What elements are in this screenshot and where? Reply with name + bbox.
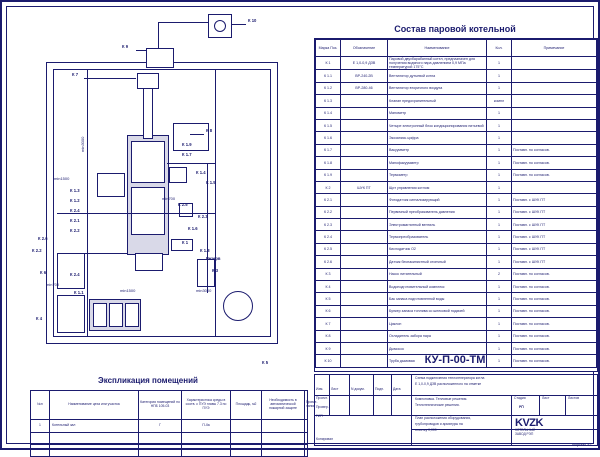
spec-cell-designation: ШУК ПТ <box>341 181 388 193</box>
spec-cell-mark: К 2.1 <box>316 194 341 206</box>
table-row <box>316 95 597 107</box>
spec-cell-designation <box>341 206 388 218</box>
spec-header-qty: Кол. <box>487 40 512 57</box>
expl-cell-category: Г <box>139 420 182 433</box>
spec-cell-mark: К 9 <box>316 342 341 354</box>
list-item <box>31 445 308 457</box>
stamp-title-7: отметку 0,000 <box>415 428 437 432</box>
table-row <box>316 330 597 342</box>
spec-cell-note: Поставл. по согласов. <box>512 144 597 156</box>
spec-cell-mark: К 3 <box>316 268 341 280</box>
spec-cell-designation <box>341 305 388 317</box>
title-block <box>314 374 598 446</box>
spec-cell-qty: 1 <box>487 243 512 255</box>
spec-cell-qty: 1 <box>487 169 512 181</box>
spec-cell-designation <box>341 107 388 119</box>
callout-k6: К 6 <box>40 270 47 275</box>
spec-cell-mark: К 2.6 <box>316 256 341 268</box>
stamp-field-stage: Стадия <box>514 396 526 400</box>
spec-cell-note <box>512 119 597 131</box>
callout-k9: К 9 <box>122 44 129 49</box>
spec-cell-name: Термопреобразователь <box>388 231 487 243</box>
spec-cell-mark: К 1.5 <box>316 119 341 131</box>
spec-cell-designation <box>341 144 388 156</box>
callout-k1-8: К 1.8 <box>200 248 210 253</box>
spec-cell-name: Датчик беснакипистный отопчный <box>388 256 487 268</box>
spec-cell-name: Щит управления котлом <box>388 181 487 193</box>
callout-k7: К 7 <box>72 72 79 77</box>
spec-cell-designation <box>341 132 388 144</box>
callout-k1-4: К 1.4 <box>196 170 206 175</box>
callout-k1-1: К 1.1 <box>74 290 84 295</box>
stamp-title-4: Теплотехнические решения. <box>415 403 460 407</box>
stamp-field-sheet: Лист <box>542 396 550 400</box>
spec-cell-note: Поставл. с ШУК ПТ <box>512 219 597 231</box>
dim-min3000-bottom: min3000 <box>196 288 212 293</box>
dim-min700-right: min700 <box>162 196 176 201</box>
stamp-title-3: Компоновка. Тепловые решения. <box>415 397 468 401</box>
table-row <box>316 219 597 231</box>
spec-cell-name: Паровой двухбарабанный котел, предназначен для получения водяного пара давлением 0,9 МПа температурой 175°С <box>388 57 487 70</box>
spec-cell-designation: Е 1,0-0,9 ДЗВ <box>341 57 388 70</box>
spec-cell-name: Бак запаса подготовленной воды <box>388 293 487 305</box>
spec-cell-qty: 1 <box>487 82 512 94</box>
explication-table-body <box>31 420 308 457</box>
stamp-role-kopiroval: Копировал <box>316 437 333 441</box>
valve-block-a <box>169 167 187 183</box>
callout-k10-leader <box>232 24 246 25</box>
expl-header-environment: Характеристика среды в соотв. с ПУЭ главы 7.3 по ПУЭ <box>182 391 231 420</box>
stamp-col-izm: Изм. <box>316 387 324 391</box>
spec-cell-mark: К 8 <box>316 330 341 342</box>
spec-cell-name: Манофакуумметр <box>388 157 487 169</box>
spec-header-name: Наименование <box>388 40 487 57</box>
expl-cell-name: Котельный зал <box>50 420 139 433</box>
explication-title: Экспликация помещений <box>98 376 198 385</box>
spec-cell-mark: К 1.9 <box>316 169 341 181</box>
pump-unit-2 <box>109 303 123 327</box>
expl-cell-empty <box>31 433 50 445</box>
table-row <box>316 206 597 218</box>
spec-cell-mark: К 10 <box>316 355 341 367</box>
callout-k2-4: К 2.4 <box>70 208 80 213</box>
expl-cell-empty <box>182 433 231 445</box>
expl-header-category: Категория помещений по НПБ 105-03 <box>139 391 182 420</box>
spec-cell-name: Циклон <box>388 318 487 330</box>
expl-cell-empty <box>231 433 262 445</box>
explication-table <box>30 390 318 444</box>
boiler-lower-drum <box>131 187 165 235</box>
spec-header-mark: Марка Поз. <box>316 40 341 57</box>
spec-cell-note: Поставл. с ШУК ПТ <box>512 231 597 243</box>
spec-cell-designation <box>341 119 388 131</box>
table-row <box>316 231 597 243</box>
expl-header-area: Площадь, м2 <box>231 391 262 420</box>
dim-min700-left: min700 <box>46 282 60 287</box>
spec-cell-note: Поставл. с ШУК ПТ <box>512 256 597 268</box>
spec-cell-mark: К 4 <box>316 281 341 293</box>
spec-cell-qty: 1 <box>487 219 512 231</box>
boiler-base <box>135 253 163 271</box>
spec-cell-qty: 1 <box>487 194 512 206</box>
company-sub-2: ЗАВОД РЭП <box>515 431 534 436</box>
spec-cell-qty: 1 <box>487 157 512 169</box>
stamp-col-data: Дата <box>393 387 401 391</box>
spec-cell-name: Манометр <box>388 107 487 119</box>
spec-cell-name: Труба дымовая <box>388 355 487 367</box>
table-row <box>316 342 597 354</box>
spec-cell-note <box>512 107 597 119</box>
fuel-bunker-k6 <box>57 253 85 289</box>
spec-cell-name: Фотодатчик сигнализирующий <box>388 194 487 206</box>
spec-cell-qty: 1 <box>487 281 512 293</box>
spec-cell-qty: 1 <box>487 231 512 243</box>
callout-k1-3: К 1.3 <box>70 188 80 193</box>
table-row <box>316 119 597 131</box>
spec-cell-qty: 2 <box>487 268 512 280</box>
stamp-col-list: Лист <box>331 387 339 391</box>
stamp-col-podp: Подп. <box>375 387 385 391</box>
company-name: KVZK <box>515 417 543 429</box>
spec-cell-note: Поставл. по согласов. <box>512 157 597 169</box>
expl-header-note: Приме-чание <box>305 391 308 420</box>
boiler-room-plan <box>46 62 278 344</box>
stamp-role-gip: ГИП <box>316 414 323 418</box>
callout-k2-4b: К 2.4 <box>70 272 80 277</box>
spec-cell-designation <box>341 268 388 280</box>
pipe-run-horizontal-2 <box>167 163 215 164</box>
table-row <box>316 107 597 119</box>
stamp-title-6: трубопроводов и арматуры на <box>415 422 463 426</box>
callout-k1-9: К 1.9 <box>182 142 192 147</box>
spec-cell-note: Поставл. с ШУК ПТ <box>512 243 597 255</box>
expl-cell-fire <box>262 420 305 433</box>
stamp-title-1: Схема подключения теплогенератора котла <box>415 376 485 380</box>
table-row <box>316 157 597 169</box>
spec-cell-designation: ВР-240-2В <box>341 70 388 82</box>
spec-cell-name: Бункер запаса топлива со шнековой подачей <box>388 305 487 317</box>
pump-unit-3 <box>125 303 139 327</box>
stamp-title-2: Е 1,0-0,9 ДЗВ расположенного на отметке <box>415 382 482 386</box>
expl-cell-empty <box>50 445 139 457</box>
spec-cell-qty: 1 <box>487 119 512 131</box>
spec-cell-mark: К 1.4 <box>316 107 341 119</box>
spec-cell-qty: 1 <box>487 57 512 70</box>
callout-k9-leader <box>136 50 146 51</box>
spec-cell-qty: 1 <box>487 256 512 268</box>
spec-cell-designation: ВР-280-46 <box>341 82 388 94</box>
callout-k5: К 5 <box>262 360 269 365</box>
spec-cell-note: Поставл. по согласов. <box>512 268 597 280</box>
spec-table-body <box>316 57 597 368</box>
spec-cell-name: Электромагнитный вентиль <box>388 219 487 231</box>
table-row <box>316 144 597 156</box>
spec-cell-name: Первичный преобразователь давления <box>388 206 487 218</box>
spec-cell-designation <box>341 293 388 305</box>
chimney-k10 <box>214 20 226 32</box>
dim-min3000-left: min3000 <box>80 136 85 152</box>
spec-cell-mark: К 1.3 <box>316 95 341 107</box>
callout-k10: К 10 <box>248 18 257 23</box>
spec-cell-mark: К 2.4 <box>316 231 341 243</box>
callout-k2-6: К 2.6 <box>38 236 48 241</box>
spec-cell-designation <box>341 243 388 255</box>
spec-cell-designation <box>341 157 388 169</box>
spec-cell-designation <box>341 256 388 268</box>
spec-cell-note: Поставл. с ШУК ПТ <box>512 206 597 218</box>
spec-cell-mark: К 2.5 <box>316 243 341 255</box>
stamp-title-5: План расположения оборудования, <box>415 416 471 420</box>
cyclone-k7 <box>137 73 159 89</box>
water-treatment-k4 <box>57 295 85 333</box>
sheet-format-label: Формат А1 <box>571 442 592 447</box>
callout-k2-5: К 2.5 <box>178 202 188 207</box>
spec-cell-mark: К 5 <box>316 293 341 305</box>
callout-reserve: Резерв <box>206 256 221 261</box>
stamp-col-ndocum: N докум. <box>351 387 365 391</box>
partition-wall-left <box>87 69 88 337</box>
expl-cell-empty <box>50 433 139 445</box>
spec-cell-name: Охладитель забора пара <box>388 330 487 342</box>
expl-cell-empty <box>305 433 308 445</box>
spec-header-designation: Обозначение <box>341 40 388 57</box>
spec-cell-mark: К 1.2 <box>316 82 341 94</box>
spec-cell-qty: 1 <box>487 206 512 218</box>
spec-cell-note <box>512 132 597 144</box>
expl-cell-empty <box>305 445 308 457</box>
spec-cell-note: Поставл. по согласов. <box>512 330 597 342</box>
expl-cell-empty <box>182 445 231 457</box>
spec-table <box>314 38 598 372</box>
table-row <box>316 281 597 293</box>
drawing-code: КУ-П-00-ТМ <box>424 354 486 366</box>
expl-cell-area <box>231 420 262 433</box>
table-row <box>316 318 597 330</box>
spec-cell-name: Водоподготовительный комплекс <box>388 281 487 293</box>
table-row <box>316 256 597 268</box>
spec-cell-name: Термометр <box>388 169 487 181</box>
spec-cell-designation <box>341 194 388 206</box>
spec-cell-designation <box>341 231 388 243</box>
stamp-role-prover: Провер. <box>316 405 329 409</box>
spec-cell-qty: 1 <box>487 318 512 330</box>
plan-drawing <box>10 10 310 370</box>
table-row <box>316 57 597 70</box>
expl-header-name: Наименование цеха или участка <box>50 391 139 420</box>
spec-cell-note <box>512 82 597 94</box>
feed-pump-k3 <box>197 259 215 287</box>
spec-cell-qty: 1 <box>487 107 512 119</box>
spec-cell-qty: компл <box>487 95 512 107</box>
spec-header-note: Примечание <box>512 40 597 57</box>
expl-cell-empty <box>262 445 305 457</box>
spec-cell-qty: 1 <box>487 144 512 156</box>
callout-k1-2: К 1.2 <box>70 198 80 203</box>
table-row <box>316 305 597 317</box>
spec-cell-name: Кислодатчик О2 <box>388 243 487 255</box>
expl-cell-empty <box>139 445 182 457</box>
spec-cell-note: Поставл. по согласов. <box>512 355 597 367</box>
spec-cell-note: Поставл. по согласов. <box>512 169 597 181</box>
company-sub-1: КОТЕЛЬНЫЙ <box>515 428 535 432</box>
callout-k1-7: К 1.7 <box>182 152 192 157</box>
callout-k4: К 4 <box>36 316 43 321</box>
spec-cell-name: Четыре электронный блок кондиционирования питьевой <box>388 119 487 131</box>
spec-cell-mark: К 1.7 <box>316 144 341 156</box>
table-row <box>316 268 597 280</box>
table-row <box>316 293 597 305</box>
pump-unit-1 <box>93 303 107 327</box>
spec-cell-name: Экозапись цифра <box>388 132 487 144</box>
callout-k1-5: К 1.5 <box>206 180 216 185</box>
spec-cell-qty: 1 <box>487 342 512 354</box>
list-item <box>31 433 308 445</box>
spec-cell-note <box>512 70 597 82</box>
expl-cell-n: 1 <box>31 420 50 433</box>
spec-cell-designation <box>341 95 388 107</box>
expl-header-fire: Необходимость в автоматической пожарной защите <box>262 391 305 420</box>
spec-cell-note: Поставл. по согласов. <box>512 293 597 305</box>
spec-cell-qty: 1 <box>487 305 512 317</box>
spec-cell-mark: К 6 <box>316 305 341 317</box>
expl-header-n: №п <box>31 391 50 420</box>
company-logo <box>515 417 593 441</box>
control-panel-k2 <box>97 173 125 197</box>
boiler-upper-drum <box>131 141 165 183</box>
spec-cell-note: Поставл. с ШУК ПТ <box>512 194 597 206</box>
pipe-run-horizontal-1 <box>57 213 215 214</box>
table-row <box>316 70 597 82</box>
spec-cell-name: Клапан предохранительный <box>388 95 487 107</box>
spec-cell-name: Насос питательный <box>388 268 487 280</box>
spec-cell-mark: К 1.6 <box>316 132 341 144</box>
spec-cell-qty: 1 <box>487 181 512 193</box>
callout-k7-leader <box>84 78 136 79</box>
stamp-stage-value: РП <box>519 405 524 409</box>
expl-cell-environment: П-IIа <box>182 420 231 433</box>
callout-k8: К 8 <box>206 128 213 133</box>
stamp-field-sheets: Листов <box>568 396 580 400</box>
table-row <box>316 181 597 193</box>
spec-cell-mark: К 1.1 <box>316 70 341 82</box>
callout-k2-2: К 2.2 <box>70 228 80 233</box>
spec-cell-note <box>512 95 597 107</box>
table-row <box>316 132 597 144</box>
spec-cell-note: Поставл. по согласов. <box>512 281 597 293</box>
spec-cell-note: Поставл. по согласов. <box>512 318 597 330</box>
spec-table-title: Состав паровой котельной <box>394 24 516 34</box>
spec-cell-qty: 1 <box>487 70 512 82</box>
spec-cell-designation <box>341 219 388 231</box>
table-row <box>316 82 597 94</box>
pipe-run-horizontal-3 <box>83 253 127 254</box>
stamp-role-proekt: Проект. <box>316 396 328 400</box>
callout-k1: К 1 <box>182 240 189 245</box>
spec-cell-note <box>512 57 597 70</box>
expl-cell-empty <box>31 445 50 457</box>
callout-k8-leader <box>190 134 204 135</box>
spec-cell-designation <box>341 330 388 342</box>
partition-wall-right <box>215 69 216 337</box>
spec-cell-designation <box>341 281 388 293</box>
expl-cell-empty <box>231 445 262 457</box>
spec-cell-qty: 1 <box>487 330 512 342</box>
dim-min1500: min1500 <box>54 176 70 181</box>
spec-cell-designation <box>341 342 388 354</box>
spec-cell-qty: 1 <box>487 355 512 367</box>
spec-cell-qty: 1 <box>487 293 512 305</box>
spec-cell-note: Поставл. по согласов. <box>512 305 597 317</box>
spec-cell-mark: К 7 <box>316 318 341 330</box>
spec-cell-mark: К 2.2 <box>316 206 341 218</box>
table-row <box>316 169 597 181</box>
spec-cell-name: Дымосос <box>388 342 487 354</box>
spec-cell-mark: К 2.3 <box>316 219 341 231</box>
callout-k2-3: К 2.3 <box>198 214 208 219</box>
spec-cell-qty: 1 <box>487 132 512 144</box>
spec-cell-name: Вентилятор вторичного воздуха <box>388 82 487 94</box>
spec-cell-note: Поставл. по согласов. <box>512 342 597 354</box>
dim-min1500-bottom: min1500 <box>120 288 136 293</box>
table-row <box>316 194 597 206</box>
spec-cell-mark: К 2 <box>316 181 341 193</box>
table-row <box>316 243 597 255</box>
spec-cell-name: Вентилятор дутьевой котла <box>388 70 487 82</box>
spec-cell-mark: К 1 <box>316 57 341 70</box>
spec-cell-designation <box>341 318 388 330</box>
water-tank-k5 <box>223 291 253 321</box>
callout-k1-6: К 1.6 <box>188 226 198 231</box>
expl-cell-empty <box>139 433 182 445</box>
list-item <box>31 420 308 433</box>
callout-k2-1: К 2.1 <box>70 218 80 223</box>
flue-duct-vertical <box>143 81 153 139</box>
spec-cell-mark: К 1.8 <box>316 157 341 169</box>
expl-cell-note <box>305 420 308 433</box>
smoke-exhauster-k9 <box>146 48 174 68</box>
spec-cell-name: Вакуумметр <box>388 144 487 156</box>
spec-cell-designation <box>341 169 388 181</box>
expl-cell-empty <box>262 433 305 445</box>
callout-k2-2b: К 2.2 <box>32 248 42 253</box>
spec-cell-note <box>512 181 597 193</box>
callout-k3: К 3 <box>212 268 219 273</box>
